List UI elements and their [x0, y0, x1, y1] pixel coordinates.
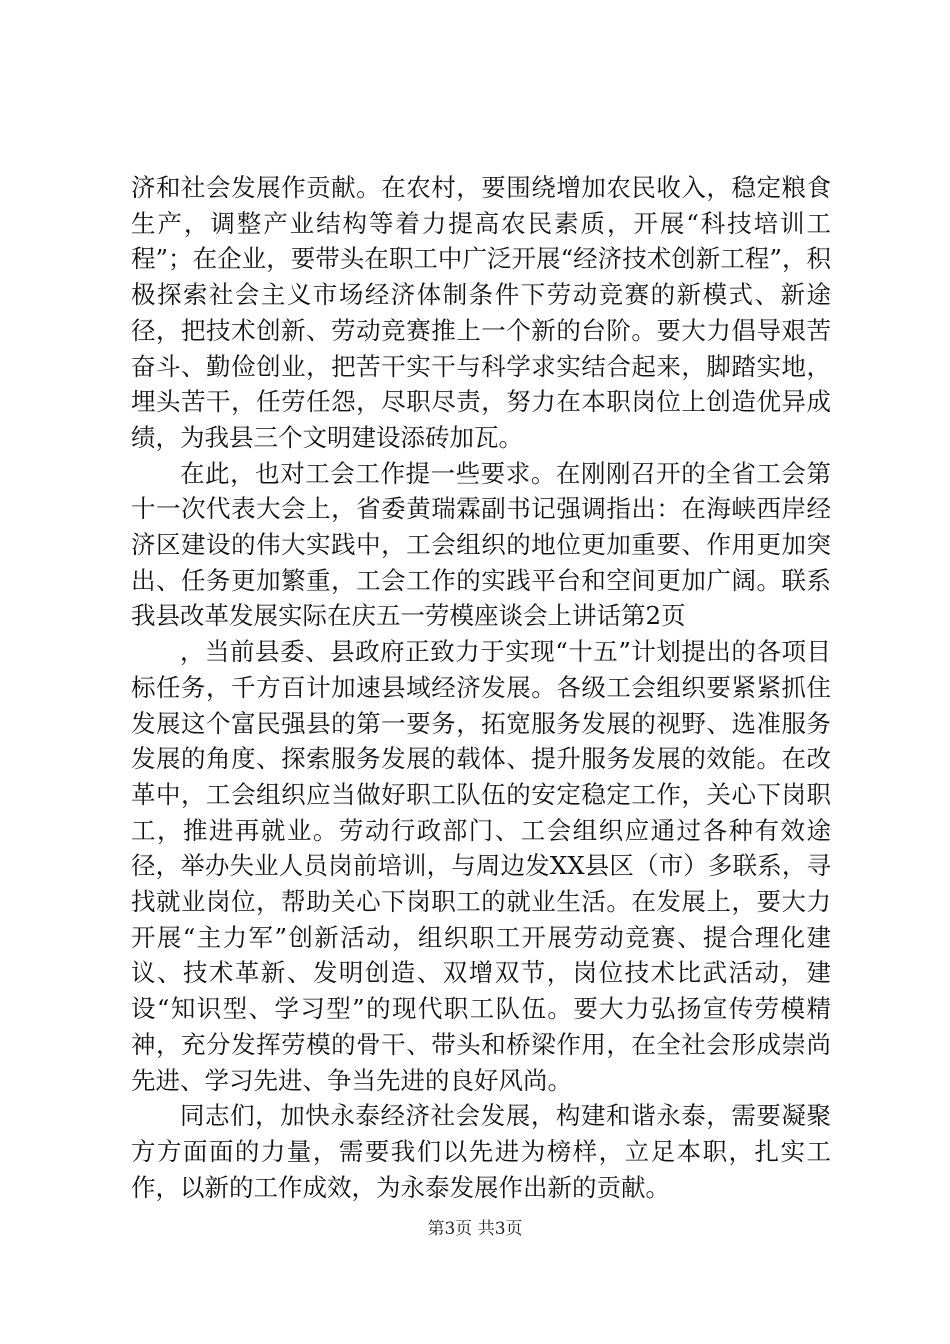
- paragraph-4: 同志们，加快永泰经济社会发展，构建和谐永泰，需要凝聚方方面面的力量，需要我们以先进为榜样，立足本职，扎实工作，以新的工作成效，为永泰发展作出新的贡献。: [131, 1101, 831, 1202]
- page-footer: 第3页 共3页: [427, 1219, 523, 1239]
- paragraph-3: ，当前县委、县政府正致力于实现“十五”计划提出的各项目标任务，千方百计加速县域经济发展。各级工会组织要紧紧抓住发展这个富民强县的第一要务，拓宽服务发展的视野、选准服务发展的角度、探索服务发展的载体、提升服务发展的效能。在改革中，工会组织应当做好职工队伍的安定稳定工作，关心下岗职工，推进再就业。劳动行政部门、工会组织应通过各种有效途径，举办失业人员岗前培训，与周边发XX县区（市）多联系，寻找就业岗位，帮助关心下岗职工的就业生活。在发展上，要大力开展“主力军”创新活动，组织职工开展劳动竞赛、提合理化建议、技术革新、发明创造、双增双节，岗位技术比武活动，建设“知识型、学习型”的现代职工队伍。要大力弘扬宣传劳模精神，充分发挥劳模的骨干、带头和桥梁作用，在全社会形成崇尚先进、学习先进、争当先进的良好风尚。: [131, 637, 831, 1095]
- document-body: [131, 170, 831, 1205]
- paragraph-2: 在此，也对工会工作提一些要求。在刚刚召开的全省工会第十一次代表大会上，省委黄瑞霖副书记强调指出：在海峡西岸经济区建设的伟大实践中，工会组织的地位更加重要、作用更加突出、任务更加繁重，工会工作的实践平台和空间更加广阔。联系我县改革发展实际在庆五一劳模座谈会上讲话第2页: [131, 458, 831, 631]
- paragraph-1: 济和社会发展作贡献。在农村，要围绕增加农民收入，稳定粮食生产，调整产业结构等着力提高农民素质，开展“科技培训工程”；在企业，要带头在职工中广泛开展“经济技术创新工程”，积极探索社会主义市场经济体制条件下劳动竞赛的新模式、新途径，把技术创新、劳动竞赛推上一个新的台阶。要大力倡导艰苦奋斗、勤俭创业，把苦干实干与科学求实结合起来，脚踏实地，埋头苦干，任劳任怨，尽职尽责，努力在本职岗位上创造优异成绩，为我县三个文明建设添砖加瓦。: [131, 173, 831, 452]
